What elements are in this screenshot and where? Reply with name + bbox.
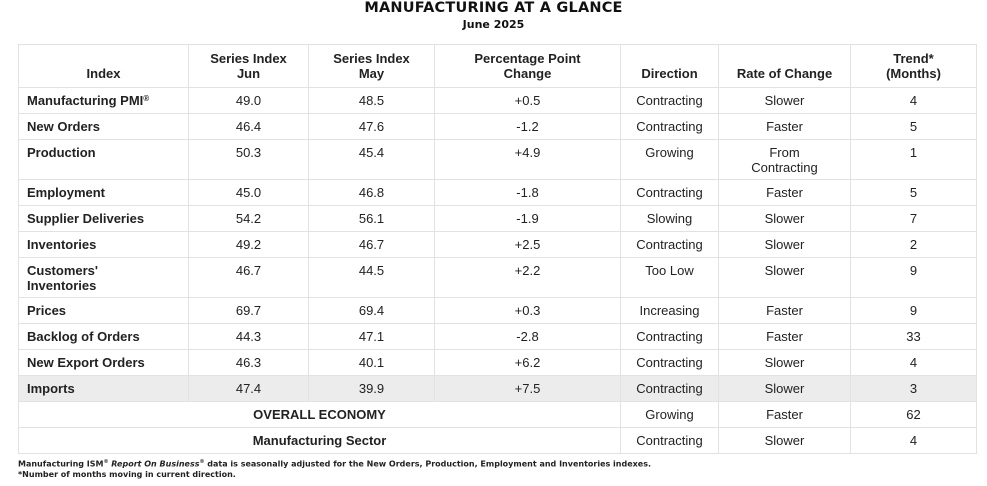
summary-label: Manufacturing Sector [19,428,621,454]
row-series-may: 47.1 [309,324,435,350]
row-trend: 3 [851,376,977,402]
row-trend: 5 [851,180,977,206]
summary-trend: 62 [851,402,977,428]
page-title: MANUFACTURING AT A GLANCE [364,0,623,16]
row-index-label: Manufacturing PMI® [19,88,189,114]
row-direction: Contracting [621,350,719,376]
row-index-label: New Export Orders [19,350,189,376]
row-series-may: 44.5 [309,258,435,298]
row-rate-of-change: Faster [719,180,851,206]
row-pp-change: -1.2 [435,114,621,140]
manufacturing-glance-table [18,44,977,454]
row-direction: Too Low [621,258,719,298]
row-trend: 9 [851,258,977,298]
table-row [19,180,977,206]
row-series-may: 56.1 [309,206,435,232]
summary-direction: Growing [621,402,719,428]
row-rate-of-change: From Contracting [719,140,851,180]
row-rate-of-change: Slower [719,258,851,298]
table-row [19,298,977,324]
table-row [19,206,977,232]
row-series-may: 46.8 [309,180,435,206]
row-series-may: 69.4 [309,298,435,324]
summary-direction: Contracting [621,428,719,454]
row-index-label: Production [19,140,189,180]
row-pp-change: -1.8 [435,180,621,206]
row-series-may: 48.5 [309,88,435,114]
table-row [19,232,977,258]
row-direction: Contracting [621,232,719,258]
row-series-may: 46.7 [309,232,435,258]
row-pp-change: +2.5 [435,232,621,258]
row-series-jun: 54.2 [189,206,309,232]
row-direction: Contracting [621,324,719,350]
row-direction: Contracting [621,180,719,206]
row-trend: 33 [851,324,977,350]
row-rate-of-change: Faster [719,114,851,140]
row-index-label: Prices [19,298,189,324]
row-pp-change: +7.5 [435,376,621,402]
row-index-label: Inventories [19,232,189,258]
row-index-label: Supplier Deliveries [19,206,189,232]
row-trend: 9 [851,298,977,324]
footnotes [18,457,651,480]
row-pp-change: -1.9 [435,206,621,232]
row-series-jun: 69.7 [189,298,309,324]
row-trend: 4 [851,350,977,376]
row-series-jun: 44.3 [189,324,309,350]
row-series-jun: 49.0 [189,88,309,114]
table-header-row [19,45,977,88]
row-series-may: 39.9 [309,376,435,402]
row-direction: Growing [621,140,719,180]
row-pp-change: -2.8 [435,324,621,350]
row-trend: 4 [851,88,977,114]
row-direction: Slowing [621,206,719,232]
table-row [19,114,977,140]
row-rate-of-change: Slower [719,350,851,376]
row-trend: 2 [851,232,977,258]
col-header-rate-of-change: Rate of Change [719,45,851,88]
page-subtitle: June 2025 [462,18,525,31]
table-row [19,88,977,114]
row-direction: Contracting [621,376,719,402]
col-header-trend: Trend* (Months) [851,45,977,88]
row-trend: 1 [851,140,977,180]
row-series-jun: 46.3 [189,350,309,376]
row-index-label: New Orders [19,114,189,140]
row-series-may: 40.1 [309,350,435,376]
col-header-pp-change: Percentage Point Change [435,45,621,88]
row-rate-of-change: Faster [719,324,851,350]
row-series-jun: 47.4 [189,376,309,402]
col-header-series-may: Series Index May [309,45,435,88]
row-series-jun: 49.2 [189,232,309,258]
footnote-seasonal-adjustment: Manufacturing ISM® Report On Business® data is seasonally adjusted for the New Orders, Production, Employment and Inventories indexes. [18,459,652,469]
footnote-trend-definition: *Number of months moving in current direction. [18,469,236,479]
row-series-jun: 45.0 [189,180,309,206]
row-direction: Contracting [621,88,719,114]
table-row-highlighted [19,376,977,402]
row-trend: 7 [851,206,977,232]
row-index-label: Backlog of Orders [19,324,189,350]
table-row [19,350,977,376]
table-row [19,140,977,180]
row-rate-of-change: Slower [719,376,851,402]
row-series-may: 47.6 [309,114,435,140]
summary-label: OVERALL ECONOMY [19,402,621,428]
col-header-direction: Direction [621,45,719,88]
row-rate-of-change: Slower [719,232,851,258]
col-header-index: Index [19,45,189,88]
row-direction: Contracting [621,114,719,140]
row-trend: 5 [851,114,977,140]
row-series-jun: 50.3 [189,140,309,180]
row-direction: Increasing [621,298,719,324]
summary-trend: 4 [851,428,977,454]
row-pp-change: +0.3 [435,298,621,324]
summary-row-manufacturing-sector [19,428,977,454]
row-pp-change: +2.2 [435,258,621,298]
row-rate-of-change: Faster [719,298,851,324]
row-index-label: Imports [19,376,189,402]
row-index-label: Employment [19,180,189,206]
row-index-label: Customers' Inventories [19,258,189,298]
table-row [19,324,977,350]
summary-rate-of-change: Slower [719,428,851,454]
row-series-jun: 46.7 [189,258,309,298]
row-rate-of-change: Slower [719,206,851,232]
row-pp-change: +6.2 [435,350,621,376]
row-rate-of-change: Slower [719,88,851,114]
summary-row-overall-economy [19,402,977,428]
col-header-series-jun: Series Index Jun [189,45,309,88]
table-row [19,258,977,298]
row-pp-change: +4.9 [435,140,621,180]
summary-rate-of-change: Faster [719,402,851,428]
row-series-may: 45.4 [309,140,435,180]
row-series-jun: 46.4 [189,114,309,140]
row-pp-change: +0.5 [435,88,621,114]
